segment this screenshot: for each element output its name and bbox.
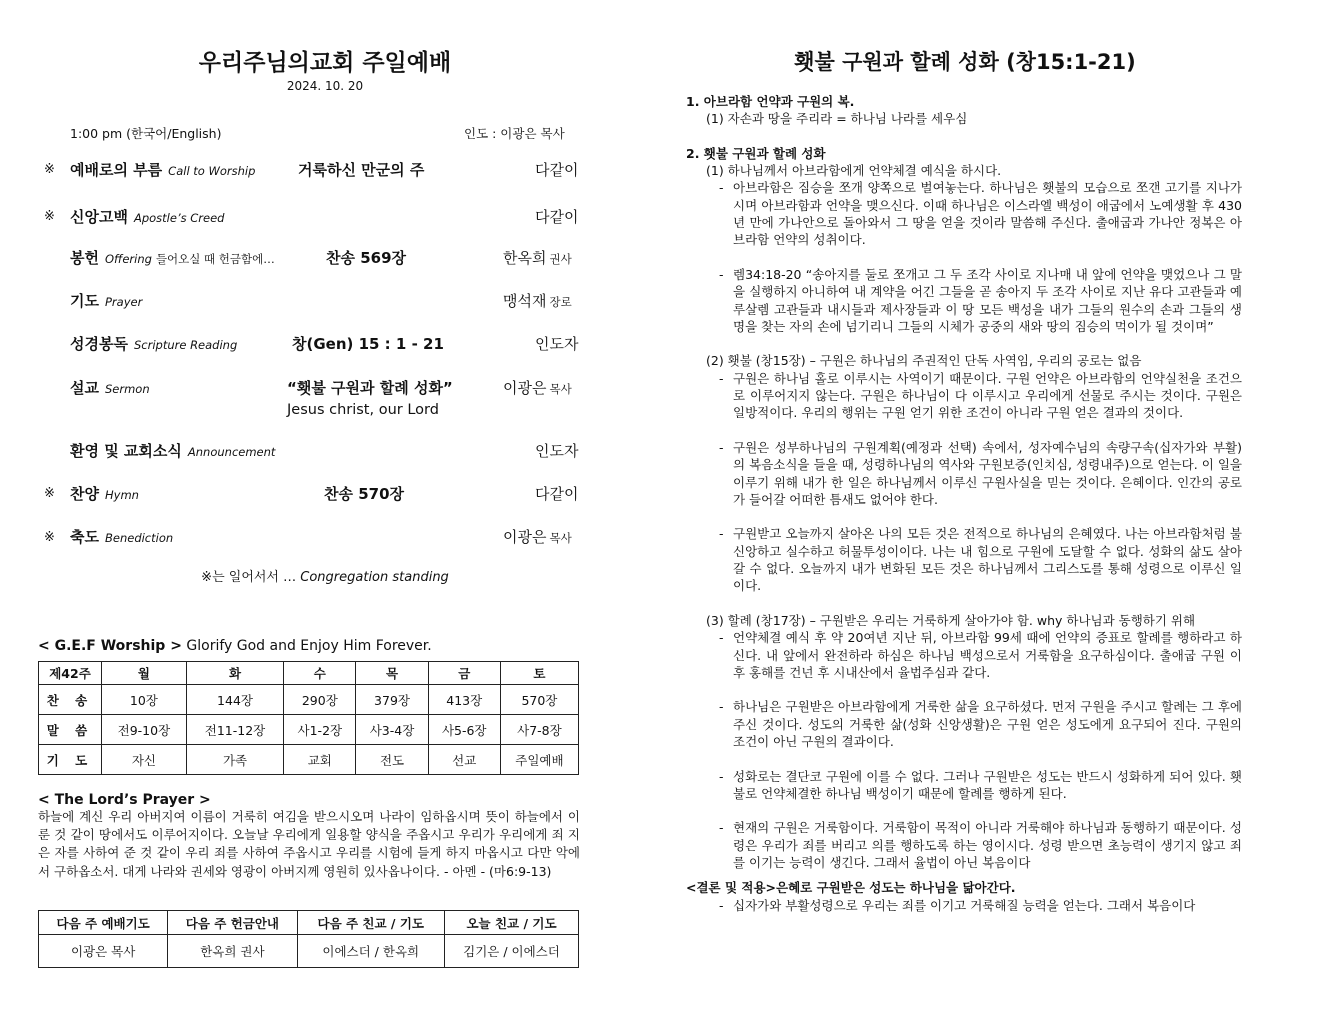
table-row: 말 씀 전9-10장 전11-12장 사1-2장 사3-4장 사5-6장 사7-8장 <box>39 715 579 745</box>
order-item-english: Offering <box>104 252 152 266</box>
order-item-label: 설교 <box>70 379 99 397</box>
order-item-person: 인도자 <box>535 335 579 353</box>
order-item-english: Scripture Reading <box>133 338 238 352</box>
service-leader: 인도 : 이광은 목사 <box>464 126 565 141</box>
lords-prayer-text: 하늘에 계신 우리 아버지여 이름이 거룩히 여김을 받으시오며 나라이 임하옵시며 뜻이 하늘에서 이룬 것 같이 땅에서도 이루어지이다. 오늘날 우리에게 일용할 양식을 주옵시고 우리가 우리에게 죄 지은 자를 사하여 준 것 같이 우리 죄를 사하여 주옵시고 우리를 시험에 들게 하지 마옵시고 다만 악에서 구하옵소서. 대게 나라와 권세와 영광이 아버지께 영원히 있사옵나이다. - 아멘 - (마6:9-13) <box>38 809 580 879</box>
order-item-offering <box>70 247 275 268</box>
lords-prayer-heading: < The Lord’s Prayer > <box>38 792 211 808</box>
order-item-person: 맹석재 장로 <box>503 292 572 310</box>
bullet-paragraph: - 렘34:18-20 “송아지를 둘로 쪼개고 그 두 조각 사이로 지나매 내 앞에 언약을 맺었으나 그 말을 실행하지 아니하여 내 계약을 어긴 그들을 곧 송아지 두 조각 사이로 지난 유다 고관들과 예루살렘 고관들과 내시들과 제사장들과 이 땅 모든 백성을 내가 그들의 원수의 손과 그들의 생명을 찾는 자의 손에 넘기리니 그들의 시체가 공중의 새와 땅의 짐승의 먹이가 될 것이며” <box>686 266 1242 335</box>
bullet-paragraph: - 구원받고 오늘까지 살아온 나의 모든 것은 전적으로 하나님의 은혜였다. 나는 아브라함처럼 불신앙하고 실수하고 허물투성이이다. 나는 내 힘으로 구원에 도달할 수 없다. 성화의 삶도 살아갈 수 없다. 오늘까지 내가 변화된 모든 것은 하나님께서 그리스도를 통해 성령으로 이루신 일이다. <box>686 525 1242 594</box>
bullet-paragraph: - 아브라함은 짐승을 쪼개 양쪽으로 벌여놓는다. 하나님은 횃불의 모습으로 쪼갠 고기를 지나가시며 아브라함과 언약을 맺으신다. 이때 하나님은 이스라엘 백성이 애굽에서 노예생활 후 430년 만에 가나안으로 돌아와서 그 땅을 얻을 것이라 말씀해 주신다. 출애굽과 가나안 정복은 아브라함 언약의 성취이다. <box>686 179 1242 248</box>
bullet-paragraph: - 현재의 구원은 거룩함이다. 거룩함이 목적이 아니라 거룩해야 하나님과 동행하기 때문이다. 성령은 우리가 죄를 버리고 의를 행하도록 하는 영이시다. 성령 받으면 초능력이 생기지 않고 죄를 이기는 능력이 생긴다. 그래서 율법이 아닌 복음이다 <box>686 819 1242 871</box>
order-item-prayer <box>70 290 142 311</box>
order-item-english: Apostle’s Creed <box>133 211 225 225</box>
table-row: 이광은 목사 한옥희 권사 이에스더 / 한옥희 김기은 / 이에스더 <box>39 935 579 968</box>
bullet-paragraph: - 언약체결 예식 후 약 20여년 지난 뒤, 아브라함 99세 때에 언약의 증표로 할례를 행하라고 하신다. 내 앞에서 완전하라 하심은 하나님 백성으로서 거룩함을 요구하심이다. 출애굽 구원 이후 홍해를 건넌 후 시내산에서 율법주심과 같다. <box>686 629 1242 681</box>
order-item-scripture <box>70 333 237 354</box>
order-item-call-to-worship <box>70 159 255 180</box>
service-time: 1:00 pm (한국어/English) <box>70 126 222 141</box>
order-item-person: 한옥희 권사 <box>503 249 572 267</box>
bullet-paragraph: - 구원은 하나님 홀로 이루시는 사역이기 때문이다. 구원 언약은 아브라함의 언약실천을 조건으로 이루어지지 않는다. 구원은 하나님이 다 이루시고 우리에게 선물로 주시는 것이다. 구원은 일방적이다. 우리의 행위는 구원 얻기 위한 조건이 아니라 구원 얻은 결과의 것이다. <box>686 370 1242 422</box>
order-item-label: 봉헌 <box>70 249 99 267</box>
order-item-detail: 창(Gen) 15 : 1 - 21 <box>292 335 444 353</box>
order-item-detail: 찬송 570장 <box>324 485 405 503</box>
order-item-person: 다같이 <box>535 208 579 226</box>
order-item-creed <box>70 206 224 227</box>
order-item-label: 예배로의 부름 <box>70 161 163 179</box>
order-item-announcement <box>70 440 275 461</box>
order-item-person: 이광은 목사 <box>503 528 572 546</box>
sermon-subtitle: Jesus christ, our Lord <box>287 402 439 418</box>
subpoint: (1) 하나님께서 아브라함에게 언약체결 예식을 하시다. <box>706 163 1002 179</box>
order-item-english: Hymn <box>104 488 139 502</box>
order-item-hymn <box>70 483 139 504</box>
order-item-english: Call to Worship <box>168 164 256 178</box>
order-item-label: 신앙고백 <box>70 208 128 226</box>
order-item-english: Announcement <box>187 445 276 459</box>
table-header-row: 다음 주 예배기도 다음 주 헌금안내 다음 주 친교 / 기도 오늘 친교 / 기도 <box>39 911 579 935</box>
standing-note: ※는 일어서서 … Congregation standing <box>201 570 449 585</box>
sermon-outline <box>686 93 1242 914</box>
order-item-benediction <box>70 526 173 547</box>
section-heading: 1. 아브라함 언약과 구원의 복. <box>686 94 855 109</box>
weekly-reading-table <box>38 661 579 775</box>
sermon-title: 횃불 구원과 할례 성화 (창15:1-21) <box>794 50 1136 74</box>
order-item-label: 찬양 <box>70 485 99 503</box>
standing-mark: ※ <box>44 530 55 545</box>
subpoint: (3) 할례 (창17장) – 구원받은 우리는 거룩하게 살아가야 함. why 하나님과 동행하기 위해 <box>706 612 1196 628</box>
service-date: 2024. 10. 20 <box>286 79 364 93</box>
section-heading: 2. 횃불 구원과 할례 성화 <box>686 145 826 161</box>
order-item-label: 환영 및 교회소식 <box>70 442 182 460</box>
bullet-paragraph: - 구원은 성부하나님의 구원계획(예정과 선택) 속에서, 성자예수님의 속량구속(십자가와 부활)의 복음소식을 들을 때, 성령하나님의 역사와 구원보증(인치심, 성령내주)으로 얻는다. 이 일을 이루기 위해 내가 한 일은 하나님께서 이루신 구원사실을 믿는 것이다. 은혜이다. 인간의 공로가 들어갈 어떠한 틈새도 없어야 한다. <box>686 439 1242 508</box>
order-item-detail: 찬송 569장 <box>326 249 407 267</box>
order-item-english: Prayer <box>104 295 143 309</box>
bullet-paragraph: - 성화로는 결단코 구원에 이를 수 없다. 그러나 구원받은 성도는 반드시 성화하게 되어 있다. 횃불로 언약체결한 하나님 백성이기 때문에 할례를 행하게 된다. <box>686 768 1242 803</box>
standing-mark: ※ <box>44 209 55 224</box>
order-item-sermon <box>70 377 150 398</box>
standing-mark: ※ <box>44 162 55 177</box>
order-item-label: 기도 <box>70 292 99 310</box>
order-item-person: 다같이 <box>535 161 579 179</box>
table-row: 찬 송 10장 144장 290장 379장 413장 570장 <box>39 685 579 715</box>
order-item-detail: 거룩하신 만군의 주 <box>298 161 425 179</box>
order-item-person: 인도자 <box>535 442 579 460</box>
subpoint: (2) 횃불 (창15장) – 구원은 하나님의 주권적인 단독 사역임, 우리의 공로는 없음 <box>706 353 1142 369</box>
order-item-english: Benediction <box>104 531 174 545</box>
subpoint: (1) 자손과 땅을 주리라 = 하나님 나라를 세우심 <box>706 111 968 127</box>
conclusion-heading: <결론 및 적용>은혜로 구원받은 성도는 하나님을 닮아간다. <box>686 880 1016 896</box>
order-item-label: 성경봉독 <box>70 335 128 353</box>
bulletin-title: 우리주님의교회 주일예배 <box>198 50 452 76</box>
bullet-paragraph: - 하나님은 구원받은 아브라함에게 거룩한 삶을 요구하셨다. 먼저 구원을 주시고 할례는 그 후에 주신 것이다. 성도의 거룩한 삶(성화 신앙생활)은 구원 얻은 성도에게 요구되어 진다. 구원의 조건이 아닌 구원의 결과이다. <box>686 698 1242 750</box>
order-item-note: 들어오실 때 헌금함에… <box>155 252 275 266</box>
standing-mark: ※ <box>44 486 55 501</box>
order-item-person: 다같이 <box>535 485 579 503</box>
table-row: 기 도 자신 가족 교회 전도 선교 주일예배 <box>39 745 579 775</box>
table-header-row: 제42주 월 화 수 목 금 토 <box>39 662 579 685</box>
order-item-detail: “횃불 구원과 할례 성화” <box>287 379 453 397</box>
order-item-label: 축도 <box>70 528 99 546</box>
bullet-paragraph: - 십자가와 부활성령으로 우리는 죄를 이기고 거룩해질 능력을 얻는다. 그래서 복음이다 <box>686 897 1242 914</box>
order-item-english: Sermon <box>104 382 150 396</box>
gef-worship-heading: < G.E.F Worship > Glorify God and Enjoy Him Forever. <box>38 638 432 654</box>
order-item-person: 이광은 목사 <box>503 379 572 397</box>
next-week-table <box>38 910 579 968</box>
